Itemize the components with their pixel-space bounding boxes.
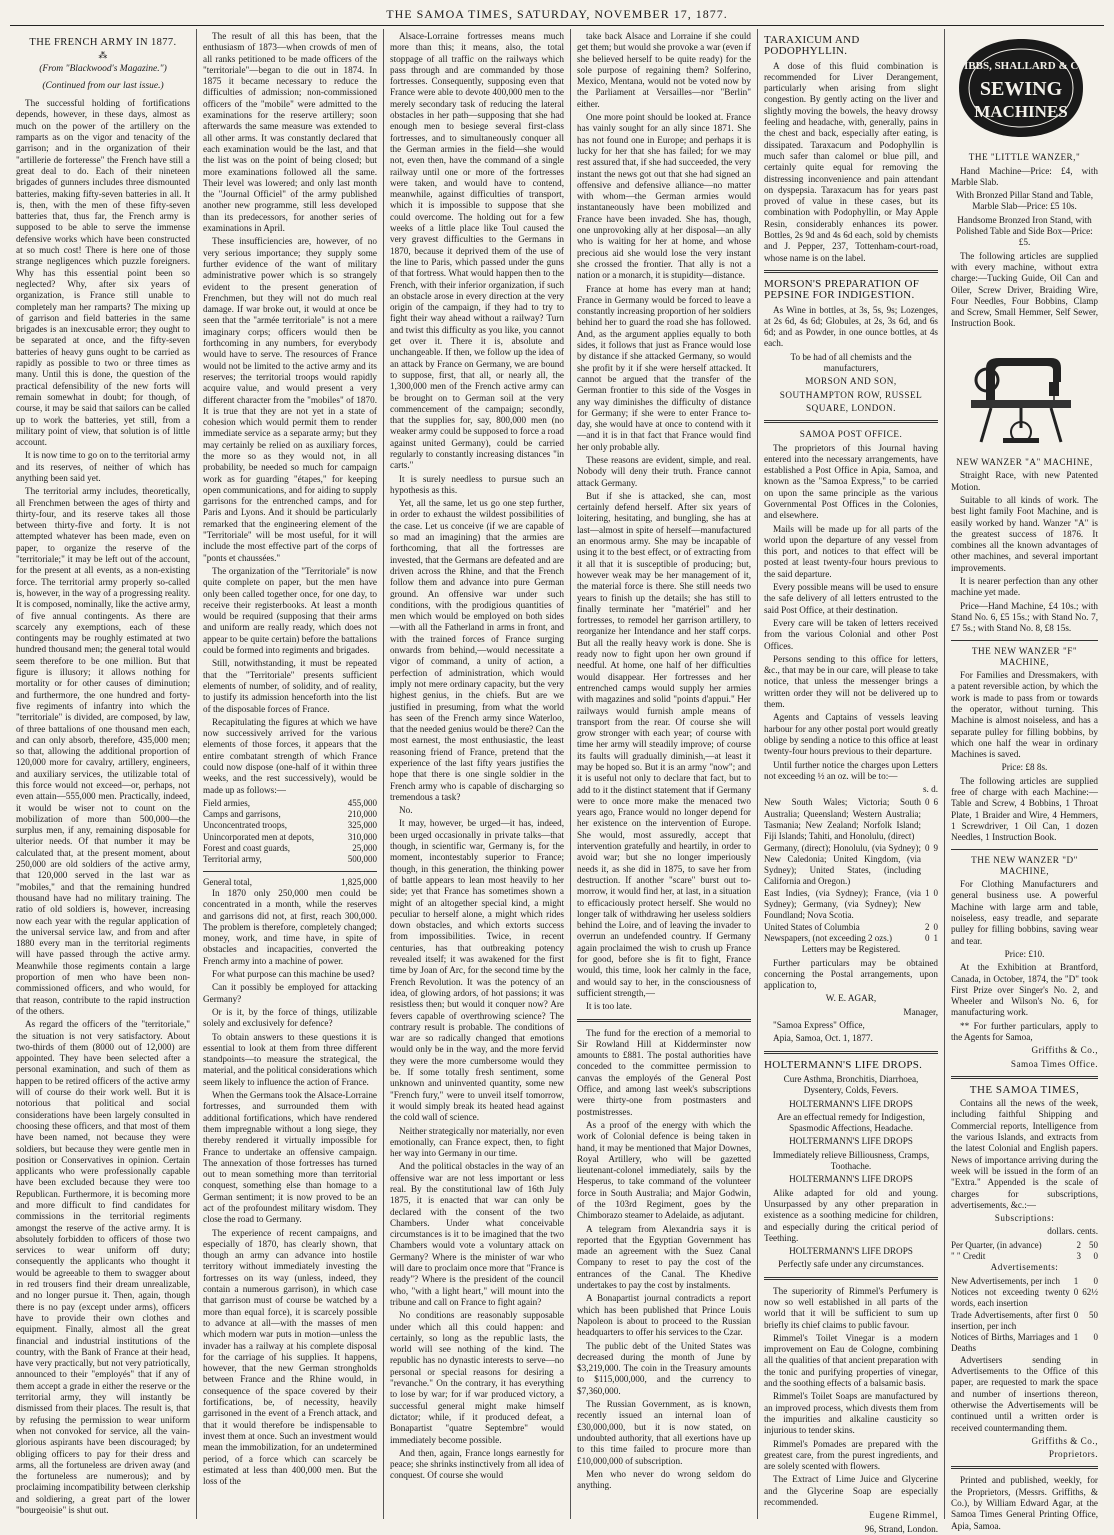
article-col2a [203,31,377,796]
wanzer-a-3: It is nearer perfection than any other machine yet made. [951,576,1098,598]
currency-head: dollars. cents. [1047,1226,1098,1237]
taraxicum-body: A dose of this fluid combination is recommended for Liver Derangement, particularly when arising from slight congestion. By gently acting on the liver and slightly moving the bowels, the heavy drowsy feeling and headache, with, generally, pains in the chest and back, especially after eating, is dissipated. Taraxacum and Podophyllin is much safer than calomel or blue pill, and certainly quite equal for removing the distressing inconvenience and pain attendant on dyspepsia. Taraxacum has for years past proved of value in these cases, but its combination with Podophyllin, or May Apple Resin, considerably enhances its power. Bottles, 2s 9d and 4s 6d each, sold by chemists and J. Pepper, 237, Tottenham-court-road, whose name is on the label. [764,60,938,263]
paragraph: One more point should be looked at. France has vainly sought for an ally since 1871. She has not found one in Europe; and perhaps it is lucky for her that she has failed; for we may rest assured that, if she had succeeded, the very instant the news got out that she had signed an offensive and defensive alliance—no matter with whom—the German armies would instantaneously have been mobilized and France have been invaded. She has, though, one unprovoking ally at her disposal—an ally who is waiting for her at home, and whose precious aid she would lose the very instant she crossed the frontier. That ally is not a nation or a monarch, it is stupidity—distance. [577,112,751,281]
table-row [203,798,377,809]
table-row [203,854,377,865]
column-5 [758,29,945,1534]
sewing-agent-1: Griffiths & Co., [1031,1045,1098,1056]
rate-s: 0 [925,797,930,808]
price-cents: 0 [1093,1251,1098,1262]
row-value: 210,000 [347,809,377,820]
holtermann-h5: HOLTERMANN'S LIFE DROPS [789,1246,913,1257]
times-body: Contains all the news of the week, including faithful Shipping and Commercial reports, Intelligence from the various Islands, and extracts from the latest Colonial and English papers. News of importance arriving during the week will be issued in the form of an "Extra." Appended is the scale of charges for subscriptions, advertisements, &c.:— [951,1098,1098,1210]
rate-row [764,843,938,888]
holtermann-h2: HOLTERMANN'S LIFE DROPS [789,1098,913,1109]
paragraph: And then, again, France longs earnestly for peace; she shrinks instinctively from all idea of conquest. Of course she would [390,1447,564,1481]
column-1 [10,29,197,1519]
rimmel-p3: Rimmel's Toilet Soaps are manufactured by an improved process, which divests them from the impurities and alkaline causticity so injurious to tender skins. [764,1391,938,1436]
paragraph: A Bonapartist journal contradicts a report which has been published that Prince Louis Napoleon is about to proceed to the Russian headquarters to offer his services to the Czar. [577,1293,751,1338]
paragraph: Recapitulating the figures at which we have now successively arrived for the various elements of those forces, it appears that the entire combatant strength of which France could now dispose (one-half of it within three weeks, and the rest successively), would be made up as follows:— [203,716,377,795]
holtermann-i5: Perfectly safe under any circumstances. [778,1259,924,1270]
rate-row [764,922,938,933]
rate-label: New South Wales; Victoria; South Australia; Queensland; Western Australia; Tasmania; New Zealand; Norfolk Island; Fiji Islands; Tahiti, and Honolulu, (direct) [764,797,921,842]
wanzer-d-2: Price: £10. [1004,948,1045,959]
rate-row [764,888,938,922]
imprint: Printed and published, weekly, for the Proprietors, (Messrs. Griffiths, & Co.), by William Edward Agar, at the Samoa Times General Printing Office, Apia, Samoa. [951,1475,1098,1531]
rate-d: 9 [933,842,938,853]
post-signer-role: Manager, [903,1006,938,1017]
strength-table-body [203,798,377,866]
holtermann-i3: Immediately relieve Billiousness, Cramps, Toothache. [772,1149,930,1172]
paragraph: The Russian Government, as is known, recently issued an internal loan of £30,000,000, but it is now stated, on undoubted authority, that all exertions have up to this time failed to procure more than £10,000,000 of subscription. [577,1399,751,1466]
subs-table-body [951,1240,1098,1263]
holtermann-i1: Cure Asthma, Bronchitis, Diarrhoea, Dysentery, Colds, Fevers. [783,1073,919,1096]
paragraph: Yet, all the same, let us go one step further, in order to exhaust the wildest possibilities of the case. Let us conceive (if we are capable of so mad an imagining) that the armies are forthcoming, that all the fortresses are invested, that the Germans are defeated and are driven across the Rhine, and that the French follow them and advance into pure German ground. An offensive war under such conditions, with the prodigious quantities of men which would be employed on both sides—with all the Fatherland in arms in front, and with the trained forces of France surging onwards from behind,—would necessitate a vigor of command, a unity of action, a perfection of administration, which would imply not mere ordinary capacity, but the very highest genius, in the chiefs. But are we justified in presuming, from what the world has seen of the French army since Waterloo, that the needed genius would be there? Can the most earnest, the most enthusiastic, the least reasoning friend of France, pretend that the experience of the last fifty years justifies the hope that there is one single soldier in the French army who is capable of discharging so tremendous a task? [390,498,564,802]
price-cents: 50 [1089,1309,1098,1320]
paragraph: No. [399,805,413,816]
times-signer-role: Proprietors. [1048,1449,1098,1460]
rate-d: 1 [933,932,938,943]
rate-row [764,797,938,842]
little-wanzer-2: With Bronzed Pillar Stand and Table, Marble Slab—Price: £5 10s. [955,190,1094,212]
masthead: THE SAMOA TIMES, SATURDAY, NOVEMBER 17, 1877. [10,0,1104,26]
paragraph: It is now time to go on to the territorial army and its reserves, of neither of which has anything been said yet. [16,450,190,483]
strength-total [203,877,377,888]
table-row [203,820,377,831]
price-cents: 50 [1089,1239,1098,1250]
rate-d: 0 [933,921,938,932]
post-office: "Samoa Express" Office, [773,1020,865,1031]
paragraph: The result of all this has been, that the enthusiasm of 1873—when crowds of men of all ranks petitioned to be made officers of the "territoriale"—began to die out in 1874. In 1875 it became necessary to reduce the difficulties of admission; non-commissioned officers of the "mobile" were admitted to the examinations for the reserve artillery; soon afterwards the same measure was extended to all other arms. It was constantly declared that each examination would be the last, and that the list was on the point of being closed; but more examinations followed all the same. Their level was lowered; and only last month the "Journal Officiel" of the army published another new programme, still less developed than its predecessors, for another series of examinations in April. [203,31,377,234]
paragraph: Or is it, by the force of things, utilizable solely and exclusively for defence? [203,1006,377,1029]
postal-rates-table [764,797,938,944]
price-dollars: 0 [1073,1286,1079,1297]
table-rule [203,871,377,872]
ad-rule [764,1051,938,1054]
post-further: Further particulars may be obtained concerning the Postal arrangements, upon application to, [764,957,938,991]
row-label: Forest and coast guards, [203,843,290,854]
taraxicum-title: TARAXICUM AND PODOPHYLLIN. [764,34,860,58]
paragraph: It is too late. [586,1001,632,1012]
price-dollars: 3 [1076,1251,1081,1262]
paragraph: It may, however, be urged—it has, indeed, been urged occasionally in private talks—that though, in scientific war, Germany is, for the moment, incontestably superior to France; though, in this generation, the thinking power of battle appears to lean most heavily to her side; yet that France has sometimes shown a might of an altogether special kind, a might peculiar to herself alone, a might which rides down obstacles, and which extorts success from impossibilities. Twice, in recent centuries, has that outbreaking potency revealed itself; it was awakened for the first time by Joan of Arc, for the second time by the French Revolution. It was the potency of an idea, of glowing ardors, of hot passions; it was resistless then; but would it conquer now? Are fevers capable of overthrowing science? The contrary result is probable. The conditions of war are so radically changed that emotions would only be in the way, and the more fervid they were the more cumbersome would they be. If some totally fresh sentiment, some unknown and uninvented quantity, some new "French fury," were to unveil itself tomorrow, it would simply break its heated head against the cold wall of science. [390,818,564,1123]
price-dollars: 2 [1076,1239,1081,1250]
rimmel-p2: Rimmel's Toilet Vinegar is a modern improvement on Eau de Cologne, combining all the qualities of that ancient preparation with the tonic and purifying properties of vinegar, and the soothing effects of a balsamic basis. [764,1332,938,1389]
price-row [951,1251,1098,1262]
wanzer-f-2: Price: £8 8s. [1001,762,1048,773]
price-label: " " Credit [951,1251,986,1262]
times-title: THE SAMOA TIMES, [969,1083,1080,1096]
rate-s: 1 [925,887,930,898]
total-value: 1,825,000 [341,876,377,887]
wanzer-d-1: For Clothing Manufacturers and general business use. A powerful Machine with large arm and table, noiseless, easy treadle, and separate pulley for filling bobbins, saving wear and tear. [951,879,1098,946]
morson-maker-1: MORSON AND SON, [805,376,897,387]
divider-ornament: ⁂ [98,50,108,61]
ad-rule [764,420,938,423]
paragraph: No conditions are reasonably supposable under which all this could happen: and certainly, so long as the republic lasts, the world will see nothing of the kind. The republic has no dynastic interests to serve—no personal or special reasons for desiring a "revanche." On the contrary, it has everything to lose by war; for if war produced victory, a successful general might make himself dictator; while, if it produced defeat, a Bonapartist "quatre Septembre" would immediately become possible. [390,1310,564,1445]
post-signer: W. E. AGAR, [825,993,877,1004]
article-col1 [16,98,190,1516]
row-value: 325,000 [347,820,377,831]
morson-maker-2: SOUTHAMPTON ROW, RUSSEL [779,389,923,400]
rate-label: Newspapers, (not exceeding 2 ozs.) [764,932,892,943]
paragraph: In 1870 only 250,000 men could be concentrated in a month, while the reserves and garrisons did not, at first, reach 300,000. The problem is therefore, completely changed; money, work, and time have, in spite of obstacles and incapacities, converted the French army into a machine of power. [203,887,377,966]
price-row [951,1332,1098,1355]
subs-table [951,1240,1098,1263]
wanzer-f-title: THE NEW WANZER "F" MACHINE, [971,645,1078,667]
post-p7: Until further notice the charges upon Letters not exceeding ½ an oz. will be to:— [764,759,938,781]
rate-label: Germany, (direct); Honolulu, (via Sydney); New Caledonia; United Kingdom, (via Sydney); United States, (including California and Oregon.) [764,842,921,887]
rate-row [764,933,938,944]
article-source: (From "Blackwood's Magazine.") [39,63,167,74]
price-label: Trade Advertisements, after first insertion, per inch [951,1309,1070,1331]
columns [10,29,1104,1534]
post-p2: Mails will be made up for all parts of the world upon the departure of any vessel from this port, and notices to that effect will be posted at least twenty-four hours previous to the said departure. [764,523,938,579]
paragraph: The fund for the erection of a memorial to Sir Rowland Hill at Kidderminster now amounts to £881. The postal authorities have conceded to the committee permission to canvas the employés of the General Post Office, and among last week's subscriptions were thirty-one from postmasters and postmistresses. [577,1027,751,1117]
little-wanzer-title: THE "LITTLE WANZER," [968,152,1081,163]
sewing-agent-2: Samoa Times Office. [1010,1058,1098,1069]
row-label: Territorial army, [203,854,262,865]
paragraph: The organization of the "Territoriale" is now quite complete on paper, but the men have only been called together once, for one day, to receive their registerbooks. At least a month would be required (supposing that their arms and uniform are really ready, which does not appear to be quite certain) before the battalions could be formed into regiments and brigades. [203,565,377,656]
column-3 [384,29,571,1519]
rate-d: 0 [933,887,938,898]
postal-rates-body [764,797,938,944]
price-label: Notices of Births, Marriages and Deaths [951,1332,1070,1354]
logo-line-2: SEWING [979,78,1063,100]
paragraph: Can it possibly be employed for attacking Germany? [203,982,377,1004]
morson-note: To be had of all chemists and the manufacturers, [790,351,912,374]
article-col3 [390,31,564,1482]
ad-rule [764,270,938,273]
price-row [951,1310,1098,1333]
ad-rule [951,1076,1098,1079]
paragraph: The territorial army includes, theoretically, all Frenchmen between the ages of thirty and thirty-four, and its reserve takes all those between thirty-five and forty. It is not attempted whatever has been made, even on paper, to organize the reserve of the "territoriale;" it may be left out of the account, for the present at all events, as a non-existing force. The territorial army properly so-called is, however, in the way of a progressing reality. It is composed, nominally, like the active army, of five annual contingents. As there are scarcely any exemptions, each of these contingents may be roughly estimated at two hundred thousand men; the general total would seem therefore to be one million. But that figure is illusory; it allows nothing for mortality or for other causes of diminution; and furthermore, the one hundred and forty-five regiments of infantry into which the "territoriale" is divided, are composed, by law, of three battalions of one thousand men each, and can only absorb, therefore, 435,000 men; so that, allowing the additional proportion of 120,000 more for cavalry, artillery, engineers, and auxiliary services, the utilizable total of this force would not exceed—or, perhaps, not even attain—555,000 men. Practically, indeed, it would be wiser not to count on the mobilization of more than 500,000—the surplus men, if any, remaining disposable for ulterior needs. Of that number it may be calculated that, at the present moment, about 250,000 are old soldiers of the active army, that 120,000 served in the last war as "mobiles," and that the remaining hundred thousand have had no military training. The ratio of old soldiers is, however, increasing now each year with the regular application of the universal service law, and from and after 1880 every man in the territorial regiments will have passed through the active army. Meanwhile those regiments contain a large proportion of men who have been non-commissioned officers, and who would, for that reason, contribute to the rapid instruction of the others. [16,486,190,1016]
wanzer-a-2: Suitable to all kinds of work. The best light family Foot Machine, and is easily worked by hand. Wanzer "A" is the greatest success of 1876. It combines all the known advantages of other machines, and several important improvements. [951,494,1098,573]
wanzer-d-title: THE NEW WANZER "D" MACHINE, [971,854,1078,876]
rate-s: 0 [925,932,930,943]
rate-s: 0 [925,842,930,853]
price-label: Notices not exceeding twenty words, each insertion [951,1286,1070,1309]
wanzer-f-1: For Families and Dressmakers, with a patent reversible action, by which the work is made to pass from or towards the operator, without turning. This Machine is almost noiseless, and has a separate pulley for filling bobbins, by which one half the wear in ordinary Machines is saved. [951,670,1098,760]
price-cents: 0 [1093,1332,1098,1343]
paragraph: These insufficiencies are, however, of no very serious importance; they supply some further evidence of the want of military administrative power which is so strangely evident to the present generation of Frenchmen, but they will not do much real damage. If war broke out, it would at once be seen that the "armée territoriale" is not a mere imaginary corps; officers would then be forthcoming in any numbers, for everybody would have to serve. The resources of France would not be limited to the active army and its reserves; the territorial troops would rapidly acquire value, and would present a very different character from the "mobiles" of 1870. It is true that they are not yet in a state of cohesion which would permit them to render immediate service as a separate army; but they may certainly be relied on as auxiliary forces, the more so as they would not, in all probability, be needed so much for campaign work as for guarding "étapes," for keeping open communications, and for aiding to supply garrisons for the entrenched camps, and for Paris and Lyons. And it should be particularly remarked that the engineering element of the "Territoriale" will be most useful, for it will include the most effective part of the corps of "ponts et chaussées." [203,236,377,563]
adv-table-body [951,1276,1098,1355]
sewing-note: ** For further particulars, apply to the Agents for Samoa, [951,1020,1098,1042]
price-label: New Advertisements, per inch [951,1275,1060,1286]
table-row [203,809,377,820]
article-continued: (Continued from our last issue.) [42,80,164,91]
column-4 [571,29,758,1519]
wanzer-a-4: Price—Hand Machine, £4 10s.; with Stand No. 6, £5 15s.; with Stand No. 7, £7 5s.; with Stand No. 8, £8 15s. [951,600,1098,634]
total-label: General total, [203,876,252,887]
rimmel-signer: Eugene Rimmel, [869,1510,938,1521]
little-wanzer-1: Hand Machine—Price: £4, with Marble Slab. [951,165,1098,187]
paragraph: It is surely needless to pursue such an hypothesis as this. [390,473,564,495]
table-row [203,832,377,843]
row-value: 455,000 [347,797,377,808]
price-dollars: 1 [1073,1332,1079,1343]
ad-rule [951,849,1098,850]
rimmel-p5: The Extract of Lime Juice and Glycerine and the Glycerine Soap are especially recommended. [764,1474,938,1508]
row-value: 25,000 [352,843,377,854]
holtermann-i4: Alike adapted for old and young. Unsurpassed by any other preparation in existence as a soothing medicine for children, and especially during the critical period of Teething. [764,1187,938,1243]
paragraph: When the Germans took the Alsace-Lorraine fortresses, and surrounded them with additional fortifications, which have rendered them impregnable without a long siege, they thereby rendered it virtually impossible for France to undertake an offensive campaign. The annexation of those fortresses has turned out to mean something more than territorial conquest, something else than homage to a German sentiment; it is now proved to be an act of the profoundest military wisdom. They close the road to Germany. [203,1090,377,1225]
holtermann-h4: HOLTERMANN'S LIFE DROPS [789,1174,913,1185]
holtermann-title: HOLTERMANN'S LIFE DROPS. [764,1058,923,1071]
paragraph: To obtain answers to these questions it is essential to look at them from three different standpoints—to measure the strategical, the material, and the political considerations which seem likely to influence the action of France. [203,1031,377,1087]
price-cents: 0 [1093,1275,1098,1286]
little-wanzer-3: Handsome Bronzed Iron Stand, with Polished Table and Side Box—Price: £5. [956,214,1093,248]
paragraph: But if she is attacked, she can, most certainly defend herself. After six years of loitering, hesitating, and bungling, she has at last—almost in spite of herself—manufactured an enormous army. She may be incapable of using it to the best effect, or of extracting from it all that it is susceptible of producing; but, however weak may be her management of it, the material force is there. She still needs two years to finish up the details; she has still to finally terminate her "matériel" and her fortresses, to remodel her garrison artillery, to reorganize her Intendance and her staff corps. But all the really heavy work is done. She is ready now to fight upon her own ground if needful. At home, one half of her difficulties would disappear. Her fortresses and her entrenched camps would supply her armies with magazines and solid "points d'appui." Her railways would furnish ample means of transport from the rear. Of course she will grow stronger with each year; of course with time her army will steadily improve; of course its faults will gradually diminish,—at least it may be hoped so. But it is an army "now"; and it is useful not only to declare that fact, but to add to it the distinct statement that if Germany were to once more make the menaced two years ago, France would no longer depend for her existence on the intervention of Europe. She would, most assuredly, accept that intervention gratefully and heartily, in order to avoid war; but she no longer imperiously needs it, as she did in 1875, to save her from destruction. If another "scare" burst out to-morrow, it would find her, at last, in a situation to efficaciously protect herself. She would no longer talk of withdrawing her useless soldiers behind the Loire, and of leaving the invader to overrun an undefended country. If Germany again proclaimed the wish to crush up France for good, before she is fit to fight, France would, this time, look her calmly in the face, and would say to her, in the consciousness of sufficient strength,— [577,490,751,998]
post-p5: Persons sending to this office for letters, &c., that may be in our care, will please to take notice, that unless the messenger brings a written order they will not be delivered up to them. [764,653,938,710]
sewing-machine-icon [951,338,1091,448]
paragraph: take back Alsace and Lorraine if she could get them; but would she provoke a war (even if she believed herself to be quite ready) for the sole purpose of regaining them? Solferino, Mexico, Mentana, would not be voted now by the Parliament at Versailles—nor "Berlin" either. [577,31,751,109]
post-p6: Agents and Captains of vessels leaving harbour for any other postal port would greatly oblige by sending a notice to this office at least twenty-four hours previous to their departure. [764,712,938,757]
price-row [951,1276,1098,1287]
rate-label: East Indies, (via Sydney); France, (via Sydney); Germany, (via Sydney); New Foundland; Nova Scotia. [764,887,921,921]
holtermann-h3: HOLTERMANN'S LIFE DROPS [789,1136,913,1147]
paragraph: These reasons are evident, simple, and real. Nobody will deny their truth. France cannot attack Germany. [577,454,751,488]
news-items [577,1028,751,1492]
little-wanzer-4: The following articles are supplied with every machine, without extra charge:—Tucking Guide, Oil Can and Oiler, Screw Driver, Braiding Wire, Four Needles, Four Bobbins, Clamp and Screw, Small Hemmer, Self Sewer, Instruction Book. [951,250,1098,329]
section-rule [577,1019,751,1022]
row-label: Unincorporated men at depots, [203,831,314,842]
price-dollars: 1 [1073,1275,1079,1286]
times-signer: Griffiths & Co., [1031,1435,1098,1446]
paragraph: Men who never do wrong seldom do anything. [577,1468,751,1491]
rate-d: 6 [933,797,938,808]
wanzer-d-3: At the Exhibition at Brantford, Canada, in October, 1874, the "D" took First Prize over Singer's No. 2, and Wheeler and Wilson's No. 6, for manufacturing work. [951,962,1098,1018]
paragraph: The successful holding of fortifications depends, however, in these days, almost as much on the power of the artillery on the ramparts as on the vigor and tenacity of the garrison; and in the organization of their "artillerie de forteresse" the French have still a great deal to do. Each of their nineteen brigades of gunners includes three dismounted batteries, making fifty-seven batteries in all. It is, then, with the men of these fifty-seven batteries that, thus far, the French army is supposed to be able to serve the immense defensive works which have been constructed at so much cost! There is here one of those strange negligences which puzzle foreigners. Why has this essential point been so neglected? Why, after six years of organization, is France still unable to completely man her ramparts? The mixing up of garrison and field batteries in the same brigades is an inexcusable error; they ought to be separated at once, and the fifty-seven batteries of heavy guns ought to be carried as rapidly as possible to two or three times as many. Until this is done, the question of the practical defensibility of the new forts will remain somewhat in doubt; for though, of course, it may be said that sailors can be called up to work the batteries, yet still, from a military point of view, that solution is of little account. [16,98,190,448]
post-date: Apia, Samoa, Oct. 1, 1877. [773,1033,873,1044]
price-dollars: 0 [1073,1309,1079,1320]
holtermann-i2: Are an effectual remedy for Indigestion, Spasmodic Affections, Headache. [777,1111,925,1134]
post-title: SAMOA POST OFFICE. [799,429,903,440]
ad-rule [951,640,1098,641]
row-label: Camps and garrisons, [203,809,281,820]
row-label: Unconcentrated troops, [203,820,287,831]
ad-rule [764,1277,938,1280]
subs-head: Subscriptions: [994,1213,1055,1224]
morson-title: MORSON'S PREPARATION OF PEPSINE FOR INDIGESTION. [764,277,920,302]
paragraph: The experience of recent campaigns, and especially of 1870, has clearly shown, that though an army can advance into hostile territory without immediately investing the fortresses on its way (unless, indeed, they contain a numerous garrison), in which case that garrison must of course be watched by a more than equal force), it is scarcely possible to advance at all—with the masses of men which modern war puts in motion—unless the invader has a railway at his complete disposal for the carriage of his supplies. It happens, however, that the new German strongholds between France and the Rhine would, in consequence of the space covered by their fortifications, be, of necessity, heavily garrisoned in the event of a French attack, and that it would therefore be indispensable to invest them at once. Such an investment would mean the immobilization, for an undetermined period, of a force which can scarcely be estimated at less than 400,000 men. But the loss of the [203,1227,377,1487]
post-p3: Every possible means will be used to ensure the safe delivery of all letters entrusted to the said Post Office, at their destination. [764,582,938,615]
post-registered: Letters may be Registered. [801,944,901,955]
adv-table [951,1276,1098,1355]
article-col4a [577,31,751,1013]
wanzer-a-title: NEW WANZER "A" MACHINE, [956,457,1093,468]
adv-head: Advertisements: [990,1262,1059,1273]
row-value: 310,000 [347,831,377,842]
logo-line-3: MACHINES [974,102,1068,121]
price-label: Per Quarter, (in advance) [951,1239,1042,1250]
sewing-machine-logo [951,33,1091,143]
rimmel-address: 96, Strand, London. [864,1523,938,1534]
paragraph: As regard the officers of the "territoriale," the situation is not very satisfactory. About two-thirds of them (8000 out of 12,000) are appointed. They have been selected after a personal examination, and such of them as happen to be retired officers of the active army will of course do their work well. But it is notorious that political and social considerations have been largely consulted in choosing these officers, and that most of them have been named, not because they were soldiers, but because they were gentle men in position or Conservatives in opinion. Certain applicants who were professionally capable have been excluded because they were too Republican. Furthermore, it is becoming more and more difficult to find candidates for commissions in the territorial regiments amongst the reserve of the active army. It is absolutely forbidden to officers of those two services to wear uniform off duty; consequently the applicants who thought it would be agreeable to them to swagger about in red trousers find their dream unrealizable, and no longer pursue it. Then, again, though there is no pay (except under arms), officers have to provide their own clothes and equipment. Finally, almost all the great financial and industrial institutions of the country, with the Bank of France at their head, have very practically, but not very patriotically, announced to their "employés" that if any of them accept a grade in either the reserve or the territorial army, they will instantly be dismissed from their places. The result is, that by refusing the permission to wear uniform when not convoked for service, all the vain-glorious aspirants have been discouraged; by obliging officers to pay for their dress and arms, all the fortuneless are driven away (and the fortuneless are numerous); and by proclaiming incompatibility between clerkship and soldiering, a great part of the lower "bourgeoisie" is shut out. [16,1019,190,1515]
row-label: Field armies, [203,797,250,808]
logo-line-1: GIBBS, SHALLARD & Co. [955,60,1087,72]
paragraph: For what purpose can this machine be used? [212,969,375,980]
paragraph: Alsace-Lorraine fortresses means much more than this; it means, also, the total stoppage of all traffic on the railways which pass through and are commanded by those fortresses. Consequently, supposing even that France were able to devote 400,000 men to the merely secondary task of reducing the lateral obstacles in her path—supposing that she had enough men to besiege several first-class fortresses, and to simultaneously conquer all the German armies in the field—she would not, even then, have the command of a single railway until one or more of the fortresses were taken, and would have to contend, meanwhile, against difficulties of transport, which it is impossible to suppose that she could overcome. The holding out for a few weeks of a little place like Toul caused the very gravest difficulties to the Germans in 1870, because it deprived them of the use of the line to Paris, which passed under the guns of that fortress. What would happen then to the French, with their inferior organization, if such an obstacle arose in every direction at the very origin of the campaign, if they had to try to fight their way ahead without a railway? Turn and twist this difficulty as you like, you cannot get over it. There it is, absolute and unchangeable. If then, we follow up the idea of an attack by France on Germany, we are bound to suppose, first, that all, or nearly all, the 1,300,000 men of the French active army can be brought on to German soil at the very commencement of the campaign; secondly, that the supplies for, say, 800,000 men (no weaker army could be supposed to force a road against united Germany), could be carried regularly to constantly increasing distances "in carts." [390,31,564,471]
wanzer-f-3: The following articles are supplied free of charge with each Machine:—Table and Screw, 4 Bobbins, 1 Throat Plate, 1 Braider and Wire, 4 Hemmers, 1 Screwdriver, 1 Oil Can, 1 dozen Needles, 1 Instruction Book. [951,775,1098,843]
paragraph: Still, notwithstanding, it must be repeated that the "Territoriale" presents sufficient elements of number, of solidity, and of reality, to justify its admission henceforth into the list of the disposable forces of France. [203,658,377,714]
price-row [951,1240,1098,1251]
column-2 [197,29,384,1519]
rimmel-p4: Rimmel's Pomades are prepared with the greatest care, from the purest ingredients, and are solely scented with flowers. [764,1438,938,1472]
price-row [951,1287,1098,1310]
price-cents: 62½ [1082,1286,1098,1297]
morson-body: As Wine in bottles, at 3s, 5s, 9s; Lozenges, at 2s 6d, 4s 6d; Globules, at 2s, 3s 6d, and 6s 6d; and as Powder, in one ounce bottles, at 4s each. [764,304,938,349]
paragraph: A telegram from Alexandria says it is reported that the Egyptian Government has made an agreement with the Suez Canal Company to reset to pay the cost of the entrances of the Canal. The Khedive undertakes to pay the cost by instalments. [577,1223,751,1291]
rates-head: s. d. [922,784,938,795]
table-row [203,843,377,854]
times-closing: Advertisers sending in Advertisements to the Office of this paper, are requested to mark the space and number of insertions thereon, otherwise the Advertisements will be continued until a written order is received countermanding them. [951,1354,1098,1433]
paragraph: France at home has every man at hand; France in Germany would be forced to leave a constantly increasing proportion of her soldiers behind her to guard the road she has followed. And, as the argument applies equally to both sides, it follows that just as France would lose by distance if she attacked Germany, so would she profit by it if she were herself attacked. It cannot be argued that the transfer of the German frontier to this side of the Vosges in any way diminishes the difficulty of distance for Germany; if she were to enter France to-day, she would have at once to contend with it—and it is in that fact that France would find her only probable ally. [577,283,751,452]
paragraph: Neither strategically nor materially, nor even emotionally, can France expect, then, to fight her way into Germany in our time. [390,1125,564,1159]
row-value: 500,000 [347,854,377,865]
rate-s: 2 [925,921,930,932]
paragraph: As a proof of the energy with which the work of Colonial defence is being taken in hand, it may be mentioned that Major Downes, Royal Artillery, who will be gazetted lieutenant-colonel immediately, sails by the Hesperus, to take command of the volunteer force in South Australia; and Major Godwin, of the 103rd Regiment, goes by the Chimborazo steamer to Adelaide, as adjutant. [577,1119,751,1221]
paragraph: The public debt of the United States was decreased during the month of June by $3,219,000. The coin in the Treasury amounts to $115,000,000, and the currency to $7,360,000. [577,1340,751,1396]
morson-maker-3: SQUARE, LONDON. [806,402,896,413]
post-p4: Every care will be taken of letters received from the various Colonial and other Post Offices. [764,617,938,651]
ad-rule [951,1466,1098,1469]
article-title: THE FRENCH ARMY IN 1877. [29,37,177,48]
article-col2b [203,888,377,1487]
paragraph: And the political obstacles in the way of an offensive war are not less important or less real. By the constitutional law of 16th July 1875, it is enacted that war can only be declared with the consent of the two Chambers. Under what conceivable circumstances is it to be imagined that the two Chambers would vote a voluntary attack on Germany? Where is the minister of war who will dare to proclaim once more that "France is ready"? Where is the president of the council who, "with a light heart," will mount into the tribune and call on France to fight again? [390,1161,564,1307]
wanzer-a-1: Straight Race, with new Patented Motion. [951,470,1098,492]
strength-table [203,798,377,866]
rimmel-p1: The superiority of Rimmel's Perfumery is now so well established in all parts of the world that it will be sufficient to sum up briefly its chief claims to public favour. [764,1285,938,1330]
rate-label: United States of Columbia [764,921,860,932]
column-6 [945,29,1104,1531]
post-p1: The proprietors of this Journal having entered into the necessary arrangements, have established a Post Office in Apia, Samoa, and known as the "Samoa Express," to be carried on upon the same principle as the various Governmental Post Offices in the Colonies, and elsewhere. [764,442,938,521]
